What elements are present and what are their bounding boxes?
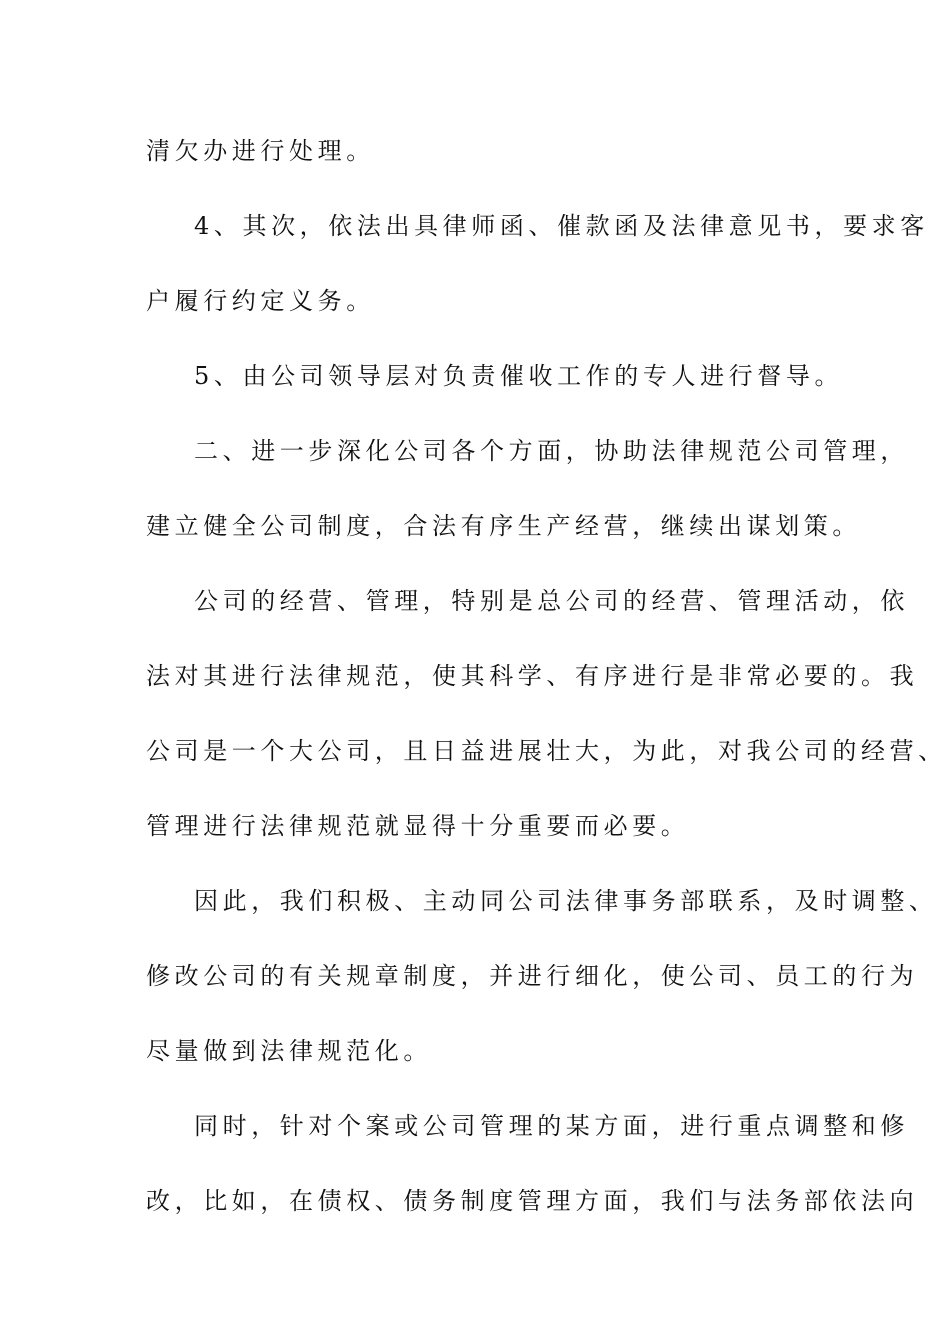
text-line: 公司的经营、管理，特别是总公司的经营、管理活动，依: [194, 587, 909, 615]
text-line: 同时，针对个案或公司管理的某方面，进行重点调整和修: [194, 1112, 909, 1140]
text-line: 改，比如，在债权、债务制度管理方面，我们与法务部依法向: [146, 1187, 919, 1215]
text-line: 修改公司的有关规章制度，并进行细化，使公司、员工的行为: [146, 962, 919, 990]
text-line: 5、由公司领导层对负责催收工作的专人进行督导。: [194, 362, 844, 390]
text-line: 尽量做到法律规范化。: [146, 1037, 432, 1065]
text-line: 清欠办进行处理。: [146, 137, 375, 165]
text-line: 公司是一个大公司，且日益进展壮大，为此，对我公司的经营、: [146, 737, 947, 765]
section-heading: 二、进一步深化公司各个方面，协助法律规范公司管理，: [194, 437, 909, 465]
text-line: 户履行约定义务。: [146, 287, 375, 315]
text-line: 4、其次，依法出具律师函、催款函及法律意见书，要求客: [194, 212, 929, 240]
text-line: 因此，我们积极、主动同公司法律事务部联系，及时调整、: [194, 887, 938, 915]
section-heading-continued: 建立健全公司制度，合法有序生产经营，继续出谋划策。: [146, 512, 861, 540]
text-line: 法对其进行法律规范，使其科学、有序进行是非常必要的。我: [146, 662, 919, 690]
text-line: 管理进行法律规范就显得十分重要而必要。: [146, 812, 690, 840]
